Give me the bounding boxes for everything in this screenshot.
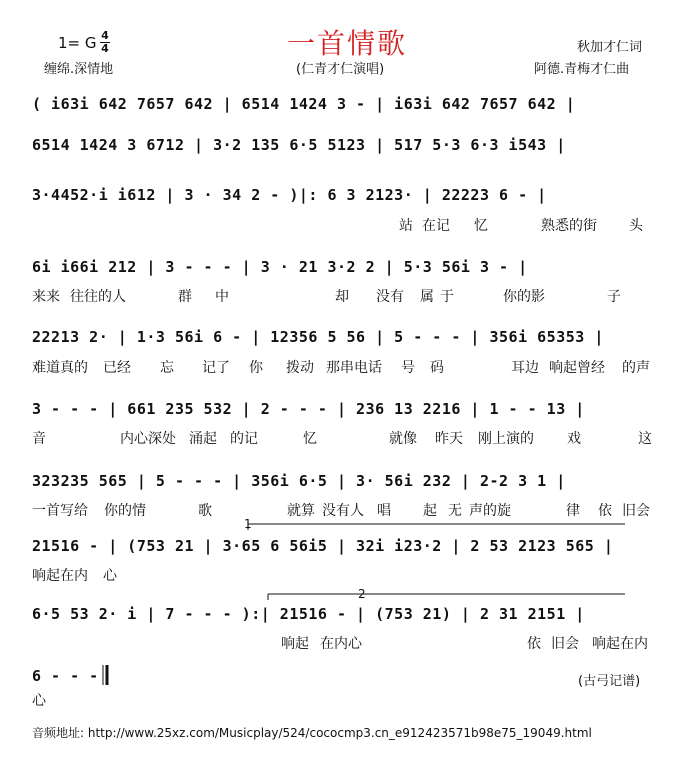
- lyric: 响起在内: [32, 568, 88, 584]
- lyric: 忆: [474, 218, 488, 234]
- score-row-8: 21516 - | (753 21 | 3·65 6 56i5 | 32i i23·2 | 2 53 2123 565 |: [32, 537, 614, 555]
- lyric: 无: [448, 503, 462, 519]
- lyric: 却: [335, 289, 349, 305]
- score-row-9: 6·5 53 2· i | 7 - - - ):| 21516 - | (753 21) | 2 31 2151 |: [32, 605, 585, 623]
- volta-1-label: 1: [244, 517, 252, 531]
- lyric: 已经: [103, 360, 131, 376]
- lyric: 你的情: [104, 503, 146, 519]
- lyric: 旧会: [622, 503, 650, 519]
- lyric: 往往的人: [70, 289, 126, 305]
- lyric: 耳边: [511, 360, 539, 376]
- lyric: 在内心: [320, 636, 362, 652]
- lyric: 响起在内: [592, 636, 648, 652]
- lyric: 记了: [202, 360, 230, 376]
- lyric: 头: [629, 218, 643, 234]
- lyric: 响起: [281, 636, 309, 652]
- lyric: 音: [32, 431, 46, 447]
- lyricist-credit: 秋加才仁词: [577, 40, 643, 55]
- lyric: 来来: [32, 289, 60, 305]
- lyric: 这: [638, 431, 652, 447]
- lyric: 号: [401, 360, 415, 376]
- lyric: 你: [249, 360, 263, 376]
- lyric: 心: [32, 693, 46, 709]
- score-row-6: 3 - - - | 661 235 532 | 2 - - - | 236 13 2216 | 1 - - 13 |: [32, 400, 585, 418]
- lyric: 属: [420, 289, 434, 305]
- lyric: 的记: [230, 431, 258, 447]
- score-row-2: 6514 1424 3 6712 | 3·2 135 6·5 5123 | 517 5·3 6·3 i543 |: [32, 136, 566, 154]
- lyric: 码: [430, 360, 444, 376]
- lyric: 歌: [198, 503, 212, 519]
- time-numerator: 4: [101, 29, 109, 42]
- lyric: 戏: [567, 431, 581, 447]
- recorder-credit: (古弓记谱): [578, 674, 641, 689]
- lyric: 熟悉的街: [541, 218, 597, 234]
- score-row-1: ( i63i 642 7657 642 | 6514 1424 3 - | i63i 642 7657 642 |: [32, 95, 576, 113]
- score-row-4: 6i i66i 212 | 3 - - - | 3 · 21 3·2 2 | 5·3 56i 3 - |: [32, 258, 528, 276]
- lyric: 涌起: [189, 431, 217, 447]
- lyric: 就算: [287, 503, 315, 519]
- key-signature: 1= G: [58, 34, 97, 52]
- audio-link[interactable]: 音频地址: http://www.25xz.com/Musicplay/524/cococmp3.cn_e912423571b98e75_19049.html: [32, 726, 592, 740]
- lyric: 声的旋: [469, 503, 511, 519]
- lyric: 忆: [303, 431, 317, 447]
- lyric: 就像: [389, 431, 417, 447]
- lyric: 中: [215, 289, 229, 305]
- lyric: 依: [527, 636, 541, 652]
- song-title: 一首情歌: [286, 27, 407, 60]
- lyric: 的声: [622, 360, 650, 376]
- lyric: 忘: [160, 360, 174, 376]
- lyric: 心: [103, 568, 117, 584]
- lyric: 旧会: [551, 636, 579, 652]
- lyric: 难道真的: [32, 360, 88, 376]
- lyric: 律: [566, 503, 580, 519]
- lyric: 子: [607, 289, 621, 305]
- lyric: 刚上演的: [478, 431, 534, 447]
- style-marking: 缠绵.深情地: [44, 62, 114, 77]
- time-denominator: 4: [101, 42, 109, 55]
- lyric: 依: [598, 503, 612, 519]
- lyric: 群: [178, 289, 192, 305]
- lyric: 内心深处: [120, 431, 176, 447]
- lyric: 于: [440, 289, 454, 305]
- lyric: 昨天: [435, 431, 463, 447]
- lyric: 站: [399, 218, 413, 234]
- score-row-3: 3·4452·i i612 | 3 · 34 2 - )|: 6 3 2123· | 22223 6 - |: [32, 186, 547, 204]
- lyric: 没有: [376, 289, 404, 305]
- lyric: 唱: [377, 503, 391, 519]
- score-row-5: 22213 2· | 1·3 56i 6 - | 12356 5 56 | 5 - - - | 356i 65353 |: [32, 328, 604, 346]
- lyric: 你的影: [503, 289, 545, 305]
- lyric: 起: [423, 503, 437, 519]
- volta-2-label: 2: [358, 587, 366, 601]
- composer-credit: 阿德.青梅才仁曲: [534, 62, 630, 77]
- lyric: 一首写给: [32, 503, 88, 519]
- lyric: 响起曾经: [549, 360, 605, 376]
- lyric: 没有人: [322, 503, 364, 519]
- score-row-7: 323235 565 | 5 - - - | 356i 6·5 | 3· 56i 232 | 2-2 3 1 |: [32, 472, 566, 490]
- singer-credit: (仁青才仁演唱): [296, 62, 385, 77]
- lyric: 在记: [422, 218, 450, 234]
- lyric: 拨动: [286, 360, 314, 376]
- lyric: 那串电话: [326, 360, 382, 376]
- score-row-10: 6 - - -: [32, 667, 99, 685]
